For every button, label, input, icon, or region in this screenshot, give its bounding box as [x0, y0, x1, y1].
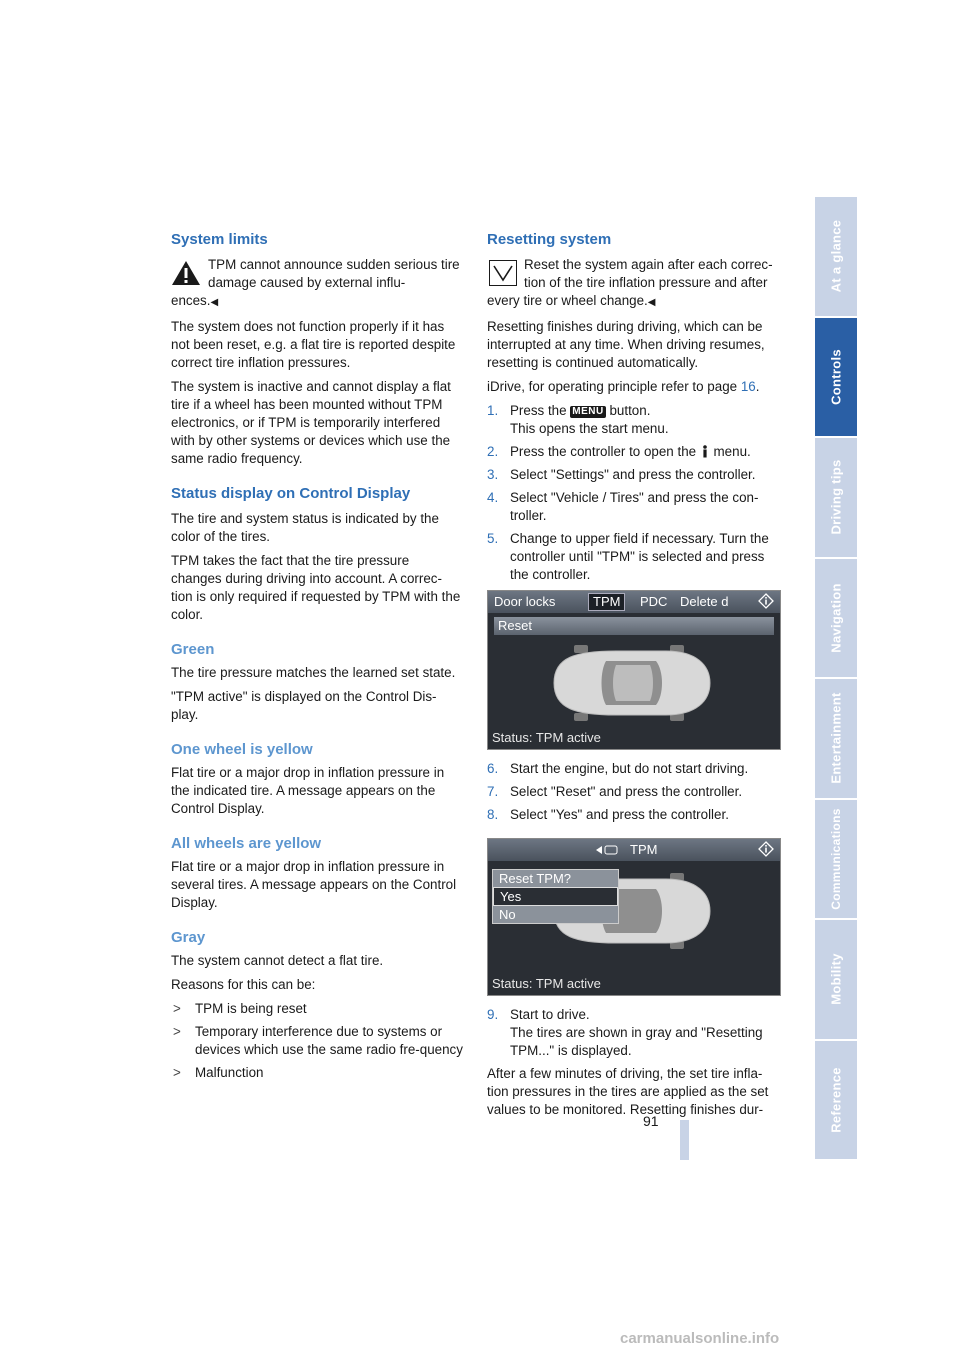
list-item: > Malfunction	[173, 1065, 264, 1080]
warning-triangle-icon	[171, 260, 201, 286]
step-item: 4. Select "Vehicle / Tires" and press the con-troller.	[487, 490, 759, 523]
paragraph: The tire pressure matches the learned set state.	[171, 665, 456, 680]
step-item: 1. Press the MENU button. This opens the start menu.	[487, 403, 669, 436]
reasons-list	[171, 1000, 463, 1082]
sidebar-tab-at-a-glance[interactable]: At a glance	[815, 197, 857, 318]
screen-tab-bar	[488, 591, 780, 613]
bullet-mark: >	[173, 1065, 181, 1080]
reset-popup-menu	[492, 869, 619, 924]
step-item: 2. Press the controller to open the menu.	[487, 444, 751, 459]
heading-system-limits: System limits	[171, 231, 268, 248]
heading-green: Green	[171, 641, 215, 658]
sidebar-tab-mobility[interactable]: Mobility	[815, 920, 857, 1041]
sidebar-tab-navigation[interactable]: Navigation	[815, 559, 857, 680]
page-link[interactable]: 16	[740, 379, 756, 394]
paragraph: TPM takes the fact that the tire pressure changes during driving into account. A correc-tion is only required if requested by TPM with the color.	[171, 553, 461, 622]
step-item: 3. Select "Settings" and press the controller.	[487, 467, 756, 482]
steps-list-b	[487, 760, 779, 824]
paragraph: iDrive, for operating principle refer to page 16.	[487, 379, 760, 394]
sidebar-tab-communications[interactable]: Communications	[815, 800, 857, 921]
menu-button-icon: MENU	[572, 406, 604, 417]
end-mark: ◀	[647, 297, 656, 308]
bullet-mark: >	[173, 1001, 181, 1016]
sidebar-tab-entertainment[interactable]: Entertainment	[815, 679, 857, 800]
step-item: 5. Change to upper field if necessary. Turn the controller until "TPM" is selected and press the controller.	[487, 531, 769, 582]
sidebar-tab-reference[interactable]: Reference	[815, 1041, 857, 1162]
info-icon	[758, 841, 774, 857]
note	[487, 256, 779, 312]
sidebar-tab-controls[interactable]: Controls	[815, 318, 857, 439]
step-item: 9. Start to drive. The tires are shown in gray and "Resetting TPM..." is displayed.	[487, 1007, 763, 1058]
right-column	[487, 230, 779, 1125]
menu-item-yes: Yes	[493, 887, 618, 906]
paragraph: Flat tire or a major drop in inflation pressure in the indicated tire. A message appears on the Control Display.	[171, 765, 445, 816]
bullet-mark: >	[173, 1024, 181, 1039]
control-display-screenshot-tpm	[487, 590, 781, 750]
left-column	[171, 230, 463, 1087]
watermark: carmanualsonline.info	[620, 1330, 780, 1347]
heading-resetting-system: Resetting system	[487, 231, 612, 248]
page-number: 91	[643, 1113, 659, 1129]
chapter-sidebar	[815, 197, 857, 1161]
step-item: 8. Select "Yes" and press the controller.	[487, 807, 729, 822]
warning-tail: ences.	[171, 293, 211, 308]
warning-lead: TPM cannot announce sudden serious tire damage caused by external influ-	[208, 257, 460, 290]
tab-pdc: PDC	[640, 594, 668, 609]
info-i-icon	[700, 445, 710, 458]
reset-row: Reset	[494, 617, 774, 635]
menu-title: Reset TPM?	[499, 871, 572, 886]
paragraph: Resetting finishes during driving, which can be interrupted at any time. When driving resumes, resetting is continued automatically.	[487, 319, 765, 370]
control-display-screenshot-reset	[487, 838, 781, 996]
step-item: 6. Start the engine, but do not start driving.	[487, 761, 749, 776]
paragraph: After a few minutes of driving, the set tire infla-tion pressures in the tires are applied as the set values to be monitored. Resetting finishes dur-	[487, 1066, 769, 1117]
steps-list-c	[487, 1006, 779, 1060]
warning-note	[171, 256, 463, 312]
status-text: Status: TPM active	[492, 976, 601, 991]
tire-pressure-icon	[594, 843, 624, 857]
tab-delete: Delete d	[680, 594, 729, 609]
paragraph: The system does not function properly if it has not been reset, e.g. a flat tire is reported despite correct tire inflation pressures.	[171, 319, 456, 370]
info-icon	[758, 593, 774, 609]
heading-gray: Gray	[171, 929, 206, 946]
heading-status-display: Status display on Control Display	[171, 485, 411, 502]
sidebar-tab-driving-tips[interactable]: Driving tips	[815, 438, 857, 559]
step-item: 7. Select "Reset" and press the controller.	[487, 784, 743, 799]
tab-door-locks: Door locks	[494, 594, 556, 609]
tab-tpm: TPM	[588, 593, 625, 611]
paragraph: The system is inactive and cannot display a flat tire if a wheel has been mounted without TPM electronics, or if TPM is temporarily interfered with by other systems or devices which use the same radio frequency.	[171, 379, 451, 466]
car-top-view-icon	[546, 641, 716, 725]
status-text: Status: TPM active	[492, 730, 601, 745]
note-arrow-icon	[489, 260, 517, 286]
paragraph: The tire and system status is indicated by the color of the tires.	[171, 511, 439, 544]
note-tail: every tire or wheel change.	[487, 293, 648, 308]
paragraph: Flat tire or a major drop in inflation pressure in several tires. A message appears on the Control Display.	[171, 859, 457, 910]
paragraph: The system cannot detect a flat tire.	[171, 953, 384, 968]
paragraph: Reasons for this can be:	[171, 977, 316, 992]
page-marker-bar	[680, 1120, 689, 1160]
note-lead: Reset the system again after each correc-tion of the tire inflation pressure and after	[524, 257, 773, 290]
paragraph: "TPM active" is displayed on the Control Dis-play.	[171, 689, 437, 722]
steps-list-a	[487, 402, 779, 584]
menu-item-no: No	[499, 907, 516, 922]
list-item: > Temporary interference due to systems or devices which use the same radio fre-quency	[173, 1024, 463, 1057]
list-item: > TPM is being reset	[173, 1001, 307, 1016]
heading-all-wheels-yellow: All wheels are yellow	[171, 835, 322, 852]
screen-title: TPM	[630, 842, 658, 857]
end-mark: ◀	[210, 297, 219, 308]
heading-one-wheel-yellow: One wheel is yellow	[171, 741, 313, 758]
screen-title-bar	[488, 839, 780, 861]
